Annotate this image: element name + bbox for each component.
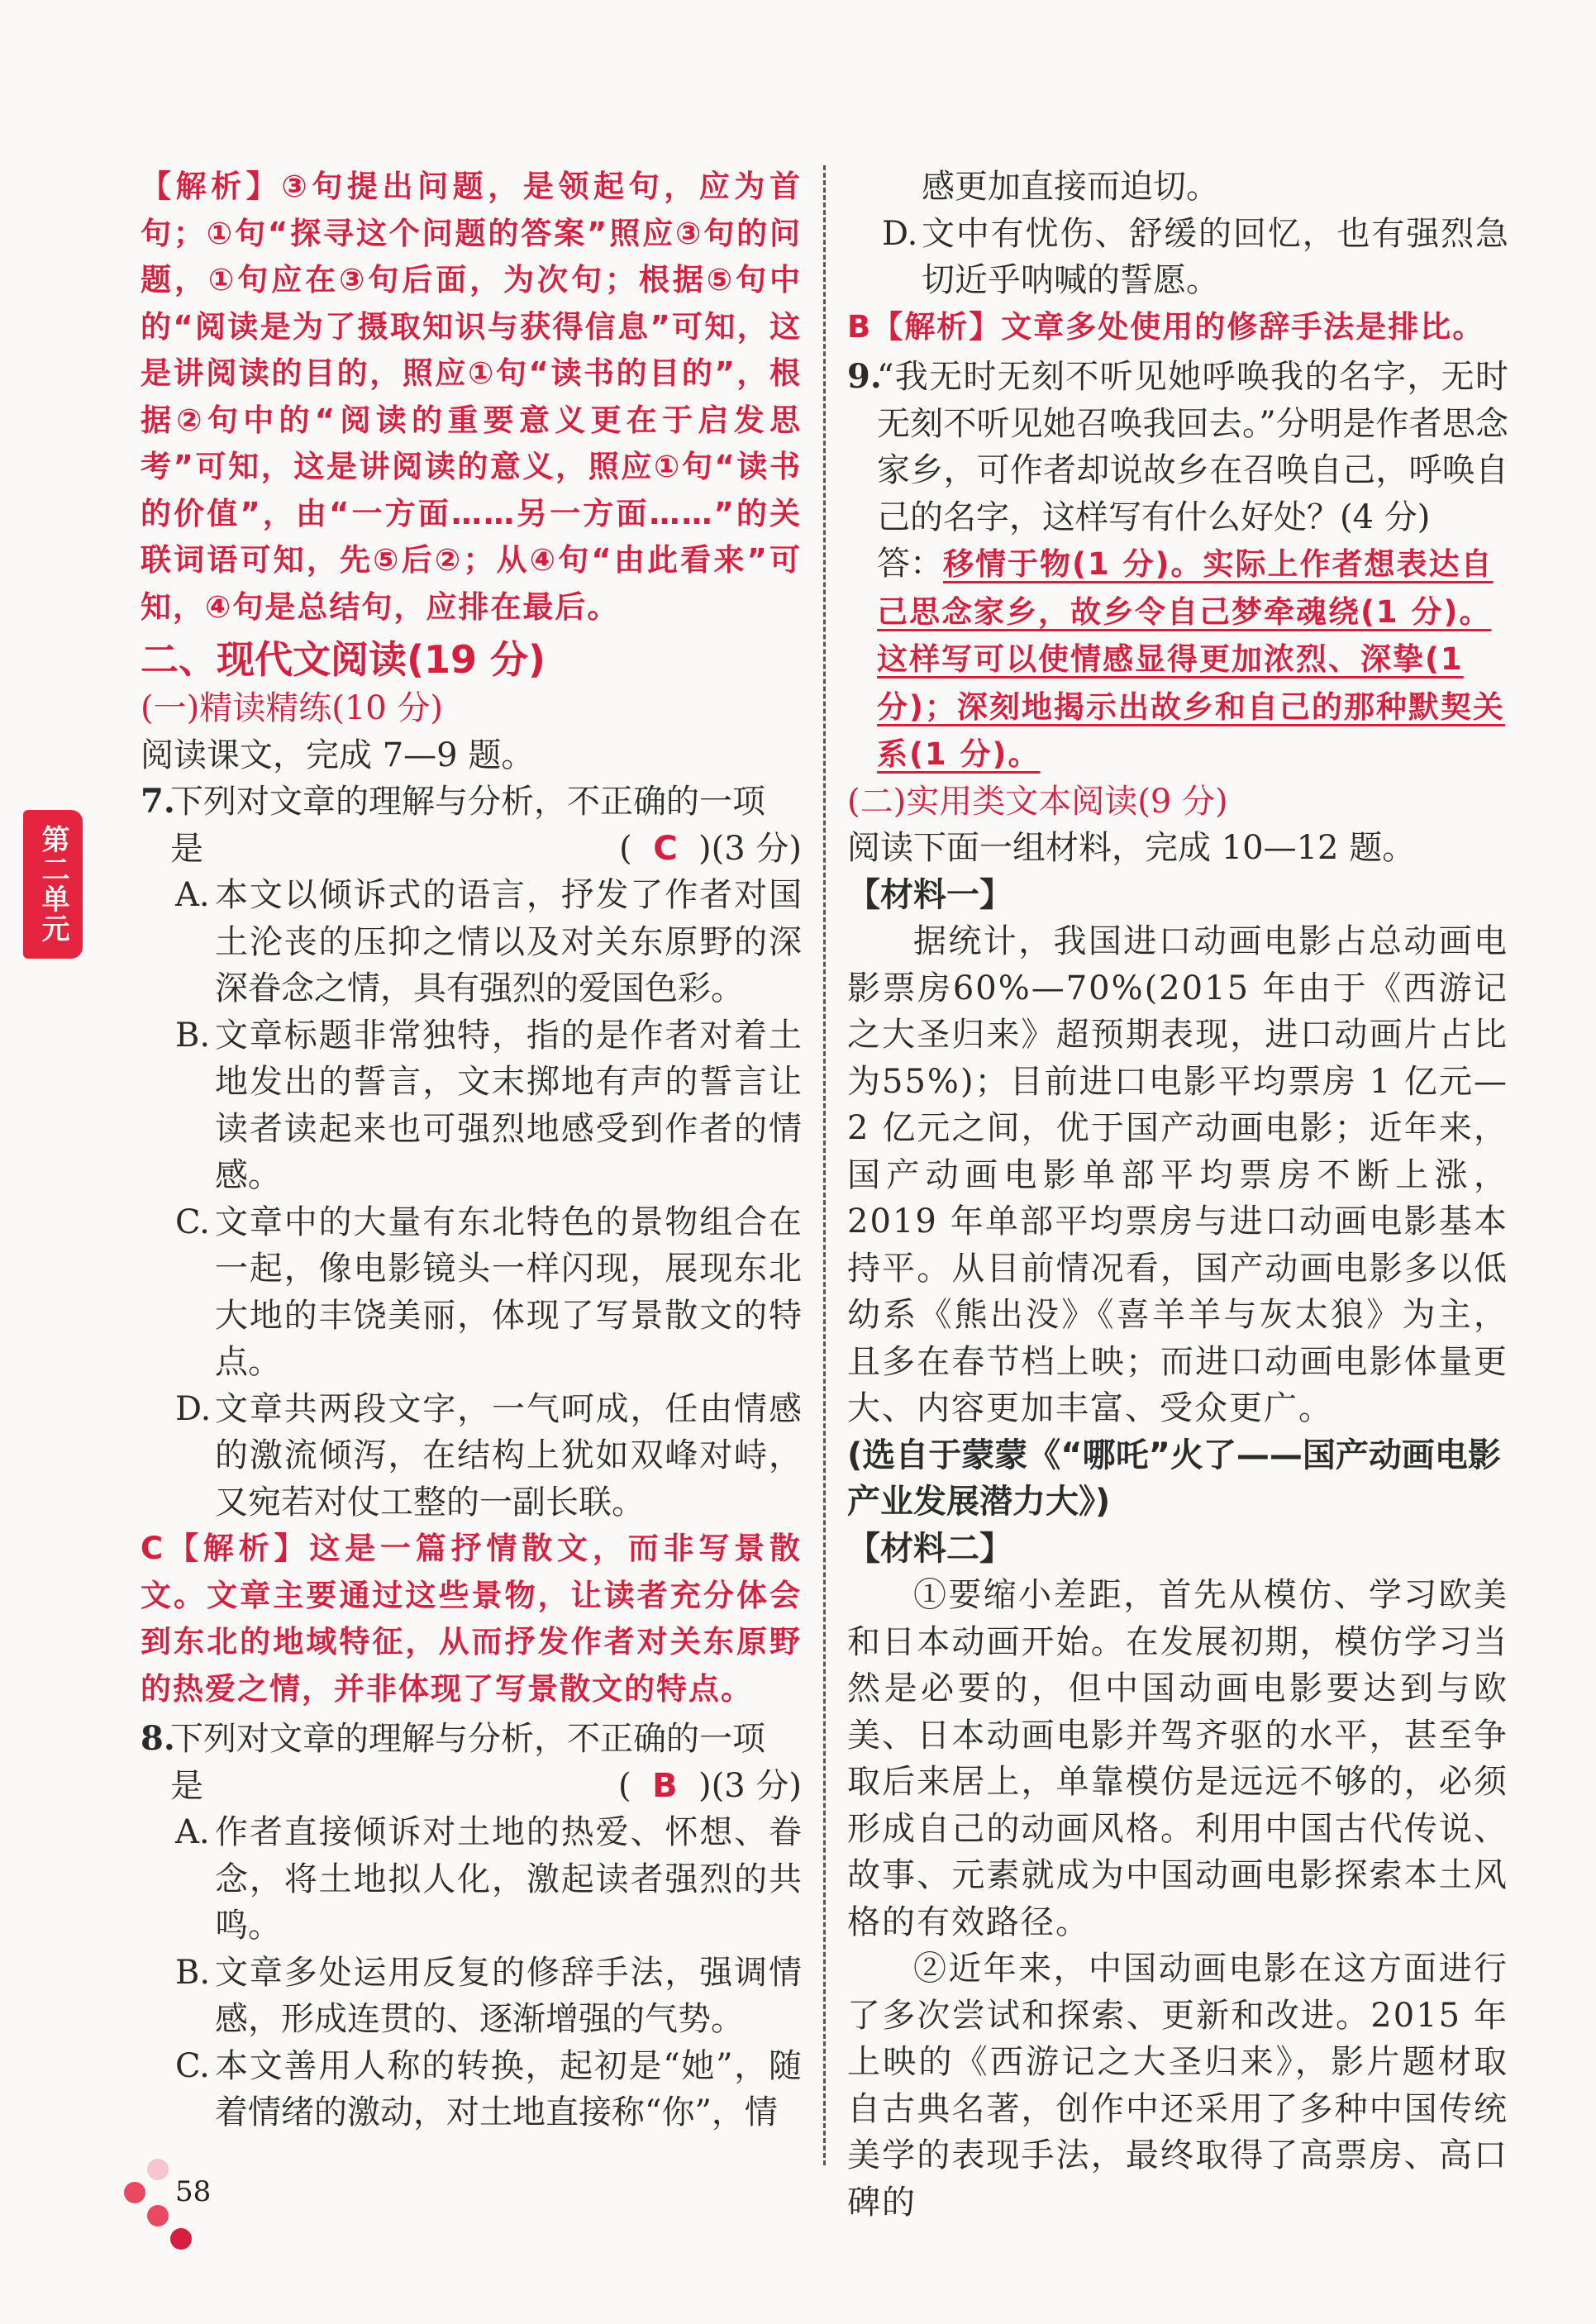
bracket-close: )(3 分) (698, 829, 802, 868)
answer-text: 移情于物(1 分)。实际上作者想表达自己思念家乡，故乡令自己梦牵魂绕(1 分)。这样写可以使情感显得更加浓烈、深挚(1 分)；深刻地揭示出故乡和自己的那种默契关系(1 分)。 (877, 546, 1505, 772)
option-label: D. (175, 1389, 212, 1428)
subsection-title-2: (二)实用类文本阅读(9 分) (847, 782, 1228, 821)
answer-label: 答： (877, 545, 943, 583)
q7-analysis (141, 1526, 802, 1712)
option-text: 作者直接倾诉对土地的热爱、怀想、眷念，将土地拟人化，激起读者强烈的共鸣。 (215, 1813, 802, 1945)
option-label: D. (882, 214, 918, 253)
section-title: 二、现代文阅读(19 分) (141, 637, 546, 682)
q8-analysis (847, 304, 1508, 351)
page-number: 58 (175, 2175, 212, 2208)
option-b (141, 1012, 802, 1199)
option-label: B. (175, 1016, 211, 1055)
question-stem: 下列对文章的理解与分析，不正确的一项 (170, 783, 765, 821)
analysis-text: 【解析】文章多处使用的修辞手法是排比。 (872, 308, 1485, 345)
left-column (141, 164, 802, 2136)
option-text: 文章多处运用反复的修辞手法，强调情感，形成连贯的、逐渐增强的气势。 (215, 1953, 802, 2038)
option-c (141, 1199, 802, 1386)
answer-slot (619, 826, 802, 873)
answer-slot (618, 1763, 802, 1810)
option-text: 本文以倾诉式的语言，抒发了作者对国土沦丧的压抑之情以及对关东原野的深深眷念之情，具有强烈的爱国色彩。 (215, 876, 802, 1007)
analysis-answer: B (847, 308, 873, 345)
material-2-title: 【材料二】 (847, 1529, 1012, 1568)
question-number: 9. (847, 357, 882, 396)
option-label-spacer (882, 164, 922, 211)
q9-answer (877, 541, 1508, 779)
material-1-text: 据统计，我国进口动画电影占总动画电影票房60%—70%(2015 年由于《西游记之大圣归来》超预期表现，进口动画片占比为55%)；目前进口电影平均票房 1 亿元—2 亿元之间，优于国产动画电影；近年来，国产动画电影单部平均票房不断上涨，2019 年单部平均票房与进口动画电影基本持平。从目前情况看，国产动画电影多以低幼系《熊出没》《喜羊羊与灰太狼》为主，且多在春节档上映；而进口动画电影体量更大、内容更加丰富、受众更广。 (847, 922, 1508, 1427)
question-number: 8. (141, 1719, 175, 1758)
question-stem-end: 是 (170, 1766, 203, 1805)
right-column (847, 164, 1508, 2226)
option-a (141, 872, 802, 1012)
option-text: 文中有忧伤、舒缓的回忆，也有强烈急切近乎呐喊的誓愿。 (922, 214, 1508, 299)
option-b (141, 1950, 802, 2043)
analysis-answer: C (141, 1531, 165, 1566)
option-label: A. (175, 876, 210, 914)
column-divider (823, 165, 826, 2165)
instruction: 阅读课文，完成 7—9 题。 (141, 736, 535, 774)
bracket-close: )(3 分) (698, 1766, 802, 1805)
option-label: C. (175, 1202, 210, 1241)
option-d (141, 1386, 802, 1526)
question-7 (141, 779, 802, 872)
answer-choice: C (653, 829, 678, 868)
instruction-2: 阅读下面一组材料，完成 10—12 题。 (847, 829, 1416, 867)
question-stem: 下列对文章的理解与分析，不正确的一项 (170, 1720, 765, 1758)
option-c (141, 2043, 802, 2136)
answer-choice: B (652, 1766, 678, 1805)
analysis-ordering: 【解析】③句提出问题，是领起句，应为首句；①句“探寻这个问题的答案”照应③句的问题，①句应在③句后面，为次句；根据⑤句中的“阅读是为了摄取知识与获得信息”可知，这是讲阅读的目的，照应①句“读书的目的”，根据②句中的“阅读的重要意义更在于启发思考”可知，这是讲阅读的意义，照应①句“读书的价值”，由“一方面……另一方面……”的关联词语可知，先⑤后②；从④句“由此看来”可知，④句是总结句，应排在最后。 (141, 169, 802, 625)
subsection-title: (一)精读精练(10 分) (141, 689, 444, 727)
option-c-continued (847, 164, 1508, 211)
material-2-paragraph-2: ②近年来，中国动画电影在这方面进行了多次尝试和探索、更新和改进。2015 年上映的《西游记之大圣归来》，影片题材取自古典名著，创作中还采用了多种中国传统美学的表现手法，最终取得了高票房、高口碑的 (847, 1950, 1508, 2222)
material-1-title: 【材料一】 (847, 875, 1012, 914)
question-8 (141, 1716, 802, 1809)
unit-side-tab: 第二单元 (23, 810, 83, 959)
option-text: 本文善用人称的转换，起初是“她”，随着情绪的激动，对土地直接称“你”，情 (215, 2046, 802, 2131)
question-number: 7. (141, 782, 175, 821)
option-label: C. (175, 2046, 210, 2085)
option-text: 文章标题非常独特，指的是作者对着土地发出的誓言，文末掷地有声的誓言让读者读起来也可强烈地感受到作者的情感。 (215, 1016, 802, 1194)
option-a (141, 1809, 802, 1950)
question-stem: “我无时无刻不听见她呼唤我的名字，无时无刻不听见她召唤我回去。”分明是作者思念家乡，可作者却说故乡在召唤自己，呼唤自己的名字，这样写有什么好处？(4 分) (877, 358, 1508, 536)
analysis-text: 【解析】这是一篇抒情散文，而非写景散文。文章主要通过这些景物，让读者充分体会到东北的地域特征，从而抒发作者对关东原野的热爱之情，并非体现了写景散文的特点。 (141, 1531, 802, 1707)
option-text: 文章中的大量有东北特色的景物组合在一起，像电影镜头一样闪现，展现东北大地的丰饶美丽，体现了写景散文的特点。 (215, 1202, 802, 1381)
bracket-open: ( (619, 829, 632, 868)
option-d (847, 211, 1508, 304)
option-label: B. (175, 1953, 211, 1992)
material-1-source: (选自于蒙蒙《“哪吒”火了——国产动画电影产业发展潜力大》) (847, 1436, 1501, 1521)
option-text: 文章共两段文字，一气呵成，任由情感的激流倾泻，在结构上犹如双峰对峙，又宛若对仗工整的一副长联。 (215, 1389, 802, 1522)
question-9 (847, 354, 1508, 779)
material-2-paragraph-1: ①要缩小差距，首先从模仿、学习欧美和日本动画开始。在发展初期，模仿学习当然是必要的，但中国动画电影要达到与欧美、日本动画电影并驾齐驱的水平，甚至争取后来居上，单靠模仿是远远不够的，必须形成自己的动画风格。利用中国古代传说、故事、元素就成为中国动画电影探索本土风格的有效路径。 (847, 1576, 1508, 1941)
bracket-open: ( (618, 1766, 631, 1805)
option-text: 感更加直接而迫切。 (922, 168, 1219, 206)
option-label: A. (175, 1813, 210, 1851)
question-stem-end: 是 (170, 829, 203, 868)
